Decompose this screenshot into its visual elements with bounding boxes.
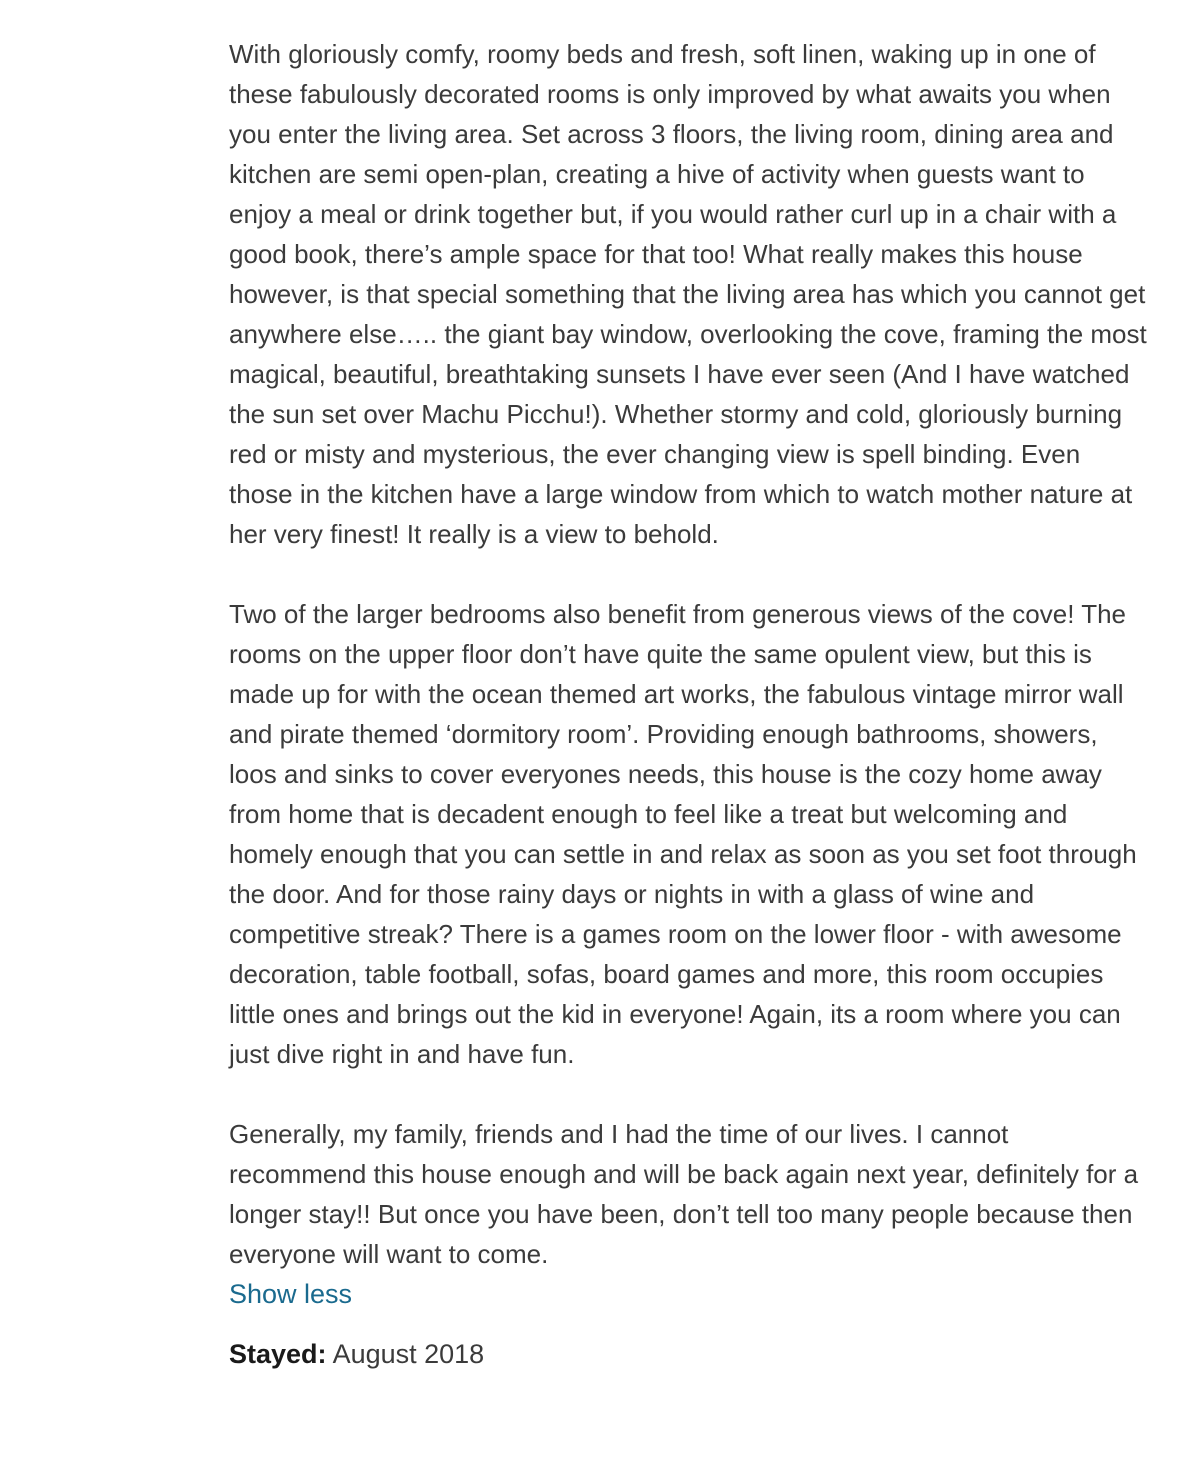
review-paragraph-3: Generally, my family, friends and I had the time of our lives. I cannot recommend this house enough and will be back again next year, definitely for a longer stay!! But once you have been, don’t tell too many people because then everyone will want to come. <box>229 1119 1139 1269</box>
review-paragraph-2: Two of the larger bedrooms also benefit from generous views of the cove! The rooms on the upper floor don’t have quite the same opulent view, but this is made up for with the ocean themed art works, the fabulous vintage mirror wall and pirate themed ‘dormitory room’. Providing enough bathrooms, showers, loos and sinks to cover everyones needs, this house is the cozy home away from home that is decadent enough to feel like a treat but welcoming and homely enough that you can settle in and relax as soon as you set foot through the door. And for those rainy days or nights in with a glass of wine and competitive streak? There is a games room on the lower floor - with awesome decoration, table football, sofas, board games and more, this room occupies little ones and brings out the kid in everyone! Again, its a room where you can just dive right in and have fun. <box>229 599 1137 1069</box>
stayed-label: Stayed: <box>229 1339 327 1369</box>
review-body <box>229 34 1149 1374</box>
show-less-link[interactable]: Show less <box>229 1279 353 1309</box>
review-paragraph-1: With gloriously comfy, roomy beds and fresh, soft linen, waking up in one of these fabulously decorated rooms is only improved by what awaits you when you enter the living area. Set across 3 floors, the living room, dining area and kitchen are semi open-plan, creating a hive of activity when guests want to enjoy a meal or drink together but, if you would rather curl up in a chair with a good book, there’s ample space for that too! What really makes this house however, is that special something that the living area has which you cannot get anywhere else….. the giant bay window, overlooking the cove, framing the most magical, beautiful, breathtaking sunsets I have ever seen (And I have watched the sun set over Machu Picchu!). Whether stormy and cold, gloriously burning red or misty and mysterious, the ever changing view is spell binding. Even those in the kitchen have a large window from which to watch mother nature at her very finest! It really is a view to behold. <box>229 39 1147 549</box>
stayed-date: August 2018 <box>332 1339 485 1369</box>
stayed-info <box>229 1334 1149 1374</box>
